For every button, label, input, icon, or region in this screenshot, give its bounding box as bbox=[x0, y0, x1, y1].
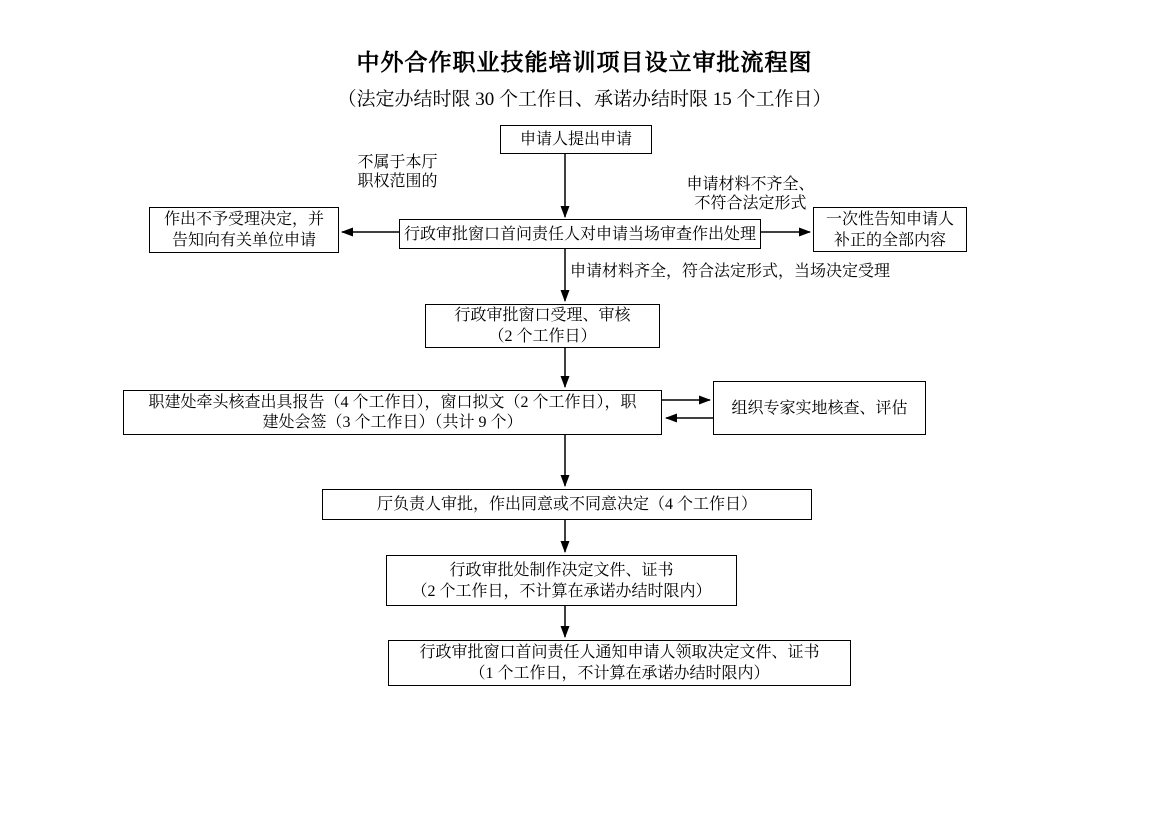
node-text-line: 行政审批窗口首问责任人对申请当场审查作出处理 bbox=[403, 225, 756, 243]
node-leader-approval-decision bbox=[322, 489, 812, 520]
node-notify-collect-documents bbox=[388, 640, 851, 686]
label-materials-complete bbox=[570, 262, 890, 281]
node-text-line: 厅负责人审批，作出同意或不同意决定（4 个工作日） bbox=[376, 496, 757, 513]
label-out-of-scope bbox=[340, 153, 455, 191]
node-reject-decision bbox=[149, 207, 339, 253]
node-text-line: 职建处牵头核查出具报告（4 个工作日），窗口拟文（2 个工作日），职 bbox=[148, 393, 637, 411]
node-text-line: 作出不予受理决定，并 bbox=[163, 211, 324, 228]
node-text-line: （1 个工作日，不计算在承诺办结时限内） bbox=[469, 665, 770, 682]
node-text-line: 一次性告知申请人 bbox=[825, 210, 954, 228]
page-subtitle: （法定办结时限 30 个工作日、承诺办结时限 15 个工作日） bbox=[337, 89, 832, 110]
label-text-line: 申请材料齐全，符合法定形式，当场决定受理 bbox=[570, 263, 891, 280]
label-materials-incomplete bbox=[678, 175, 823, 213]
node-one-time-notify-correction bbox=[813, 207, 967, 252]
node-text-line: （2 个工作日，不计算在承诺办结时限内） bbox=[411, 582, 712, 600]
node-text-line: 告知向有关单位申请 bbox=[171, 232, 316, 249]
page-title: 中外合作职业技能培训项目设立审批流程图 bbox=[356, 50, 813, 75]
node-text-line: 申请人提出申请 bbox=[519, 131, 632, 148]
node-text-line: 行政审批窗口受理、审核 bbox=[454, 307, 631, 324]
node-dept-verification-report bbox=[123, 390, 662, 435]
node-text-line: 组织专家实地核查、评估 bbox=[731, 399, 908, 417]
node-text-line: 建处会签（3 个工作日）（共计 9 个） bbox=[262, 413, 523, 431]
node-applicant-submit-application bbox=[500, 125, 652, 154]
label-text-line: 不属于本厅 bbox=[357, 154, 438, 171]
node-window-accept-review bbox=[425, 304, 660, 348]
node-make-decision-documents bbox=[386, 555, 737, 606]
label-text-line: 不符合法定形式 bbox=[694, 195, 807, 212]
node-text-line: （2 个工作日） bbox=[488, 328, 597, 345]
node-text-line: 补正的全部内容 bbox=[833, 231, 946, 249]
node-window-initial-review bbox=[399, 219, 761, 249]
node-text-line: 行政审批窗口首问责任人通知申请人领取决定文件、证书 bbox=[419, 644, 820, 661]
label-text-line: 申请材料不齐全、 bbox=[686, 176, 815, 193]
label-text-line: 职权范围的 bbox=[357, 173, 438, 190]
node-expert-site-inspection bbox=[713, 381, 926, 435]
node-text-line: 行政审批处制作决定文件、证书 bbox=[449, 561, 674, 579]
